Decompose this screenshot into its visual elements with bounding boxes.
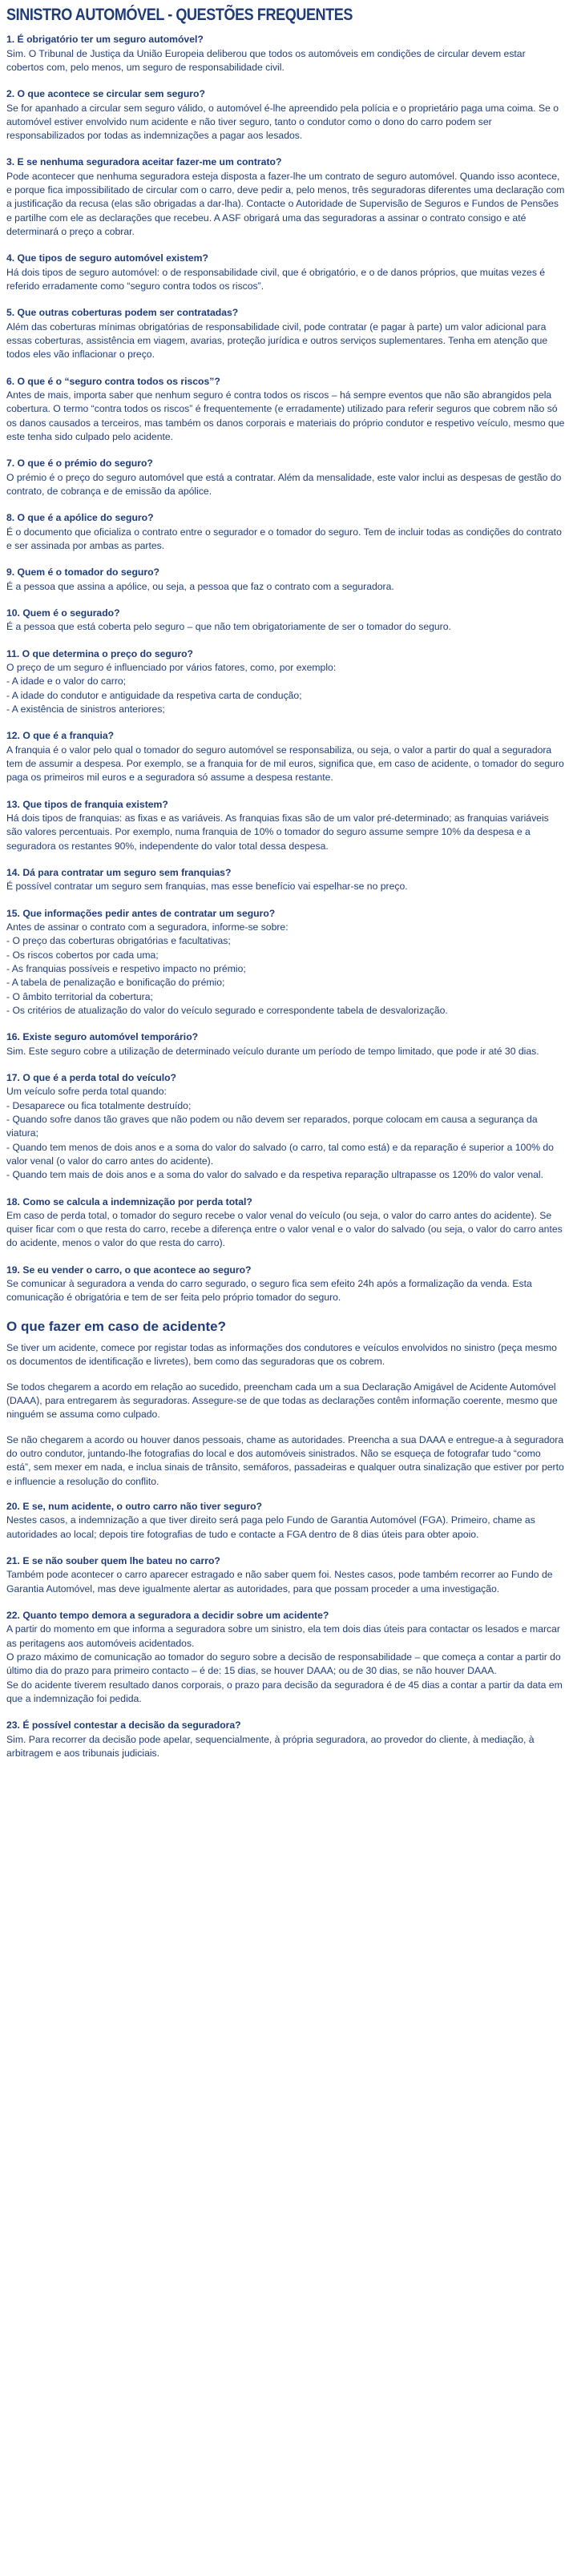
faq-answer [6,170,565,240]
faq-item [6,33,565,75]
faq-question: 3. E se nenhuma seguradora aceitar fazer-me um contrato? [6,156,282,168]
faq-question: 9. Quem é o tomador do seguro? [6,566,159,578]
faq-answer-line: - Quando tem menos de dois anos e a soma do valor do salvado (o carro, tal como está) e da reparação é superior a 100% do valor venal (o valor do carro antes do acidente). [6,1141,554,1167]
faq-answer-line: - A tabela de penalização e bonificação do prémio; [6,977,225,989]
faq-item [6,1500,565,1542]
faq-item [6,1609,565,1706]
section-body [6,1341,565,1489]
faq-answer [6,620,565,634]
faq-answer-line: É possível contratar um seguro sem franquias, mas esse benefício vai espelhar-se no preço. [6,881,408,893]
faq-answer-line: Sim. Este seguro cobre a utilização de determinado veículo durante um período de tempo limitado, que pode ir até 30 dias. [6,1045,539,1057]
faq-answer-line: O prazo máximo de comunicação ao tomador do seguro sobre a decisão de responsabilidade – que começa a contar a partir do último dia do prazo para primeiro contacto – é de: 15 dias, se houver DAAA; ou de 30 dias, se não houver DAAA. [6,1651,561,1677]
faq-question: 7. O que é o prémio do seguro? [6,458,153,470]
section-paragraph: Se tiver um acidente, comece por registar todas as informações dos condutores e veículos envolvidos no sinistro (peça mesmo os documentos de identificação e livretes), bem como das seguradoras que os cobrem. [6,1342,557,1368]
faq-question: 15. Que informações pedir antes de contratar um seguro? [6,907,276,919]
section-title: O que fazer em caso de acidente? [6,1318,226,1334]
faq-answer [6,661,565,716]
faq-question: 11. O que determina o preço do seguro? [6,647,193,659]
faq-item [6,252,565,293]
faq-answer-line: A partir do momento em que informa a seguradora sobre um sinistro, ela tem dois dias úteis para contactar os lesados e marcar as peritagens aos automóveis acidentados. [6,1623,560,1649]
faq-answer [6,921,565,1018]
faq-question: 19. Se eu vender o carro, o que acontece ao seguro? [6,1264,252,1276]
faq-question: 21. E se não souber quem lhe bateu no carro? [6,1554,220,1566]
faq-answer-line: Pode acontecer que nenhuma seguradora esteja disposta a fazer-lhe um contrato de seguro automóvel. Quando isso acontece, e porque fica impossibilitado de circular com o carro, deve pedir a, pelo menos, três seguradoras diferentes uma declaração com a justificação da recusa (elas são obrigadas a dar-lha). Contacte o Autoridade de Supervisão de Seguros e Fundos de Pensões e partilhe com ele as declarações que recebeu. A ASF obrigará uma das seguradoras a assinar o contrato consigo e até determinará o preço a cobrar. [6,170,565,238]
faq-question: 18. Como se calcula a indemnização por perda total? [6,1195,252,1207]
faq-item [6,1264,565,1305]
faq-answer [6,812,565,853]
faq-item [6,1554,565,1596]
faq-answer-line: - O âmbito territorial da cobertura; [6,990,153,1002]
faq-answer-line: O prémio é o preço do seguro automóvel que está a contratar. Além da mensalidade, este valor inclui as despesas de gestão do contrato, de cobrança e de emissão da apólice. [6,471,562,498]
faq-answer [6,1514,565,1542]
faq-item [6,306,565,361]
faq-item [6,155,565,239]
faq-question: 23. É possível contestar a decisão da seguradora? [6,1719,241,1731]
faq-answer-line: - A existência de sinistros anteriores; [6,703,165,715]
faq-answer-line: - Os riscos cobertos por cada uma; [6,949,159,961]
faq-item [6,647,565,717]
faq-question: 20. E se, num acidente, o outro carro não tiver seguro? [6,1501,262,1512]
faq-answer-line: Além das coberturas mínimas obrigatórias de responsabilidade civil, pode contratar (e pagar à parte) um valor adicional para essas coberturas, assistência em viagem, avarias, proteção jurídica e outros serviços suplementares. Tenha em atenção que todos eles vão inflacionar o preço. [6,320,548,361]
faq-question: 16. Existe seguro automóvel temporário? [6,1031,199,1043]
faq-answer-line: - Quando sofre danos tão graves que não podem ou não devem ser reparados, porque colocam em causa a segurança da viatura; [6,1113,538,1139]
faq-item [6,866,565,894]
faq-item [6,511,565,553]
faq-question: 5. Que outras coberturas podem ser contratadas? [6,307,239,319]
faq-answer-line: Antes de assinar o contrato com a seguradora, informe-se sobre: [6,921,289,933]
faq-answer-line: - A idade do condutor e antiguidade da respetiva carta de condução; [6,689,302,701]
faq-answer-line: - Os critérios de atualização do valor do veículo segurado e correspondente tabela de desvalorização. [6,1004,448,1016]
faq-question: 2. O que acontece se circular sem seguro? [6,88,205,100]
faq-list [6,33,565,1305]
faq-question: 14. Dá para contratar um seguro sem franquias? [6,866,232,878]
faq-answer-line: A franquia é o valor pelo qual o tomador do seguro automóvel se responsabiliza, ou seja, o valor a partir do qual a seguradora tem de assumir a despesa. Por exemplo, se a franquia for de mil euros, significa que, em caso de acidente, o tomador do seguro paga os primeiros mil euros e a seguradora só assume a despesa restante. [6,744,564,784]
section-paragraph: Se todos chegarem a acordo em relação ao sucedido, preencham cada um a sua Declaração Amigável de Acidente Automóvel (DAAA), para entregarem às seguradoras. Assegure-se de que todas as declarações contêm informação coerente, mesmo que ninguém se assuma como culpado. [6,1381,558,1421]
faq-answer-line: Se do acidente tiverem resultado danos corporais, o prazo para decisão da seguradora é de 45 dias a contar a partir da data em que a indemnização foi pedida. [6,1679,563,1704]
faq-answer-line: Há dois tipos de seguro automóvel: o de responsabilidade civil, que é obrigatório, e o de danos próprios, que muitas vezes é referido erradamente como “seguro contra todos os riscos”. [6,266,546,292]
faq-question: 22. Quanto tempo demora a seguradora a decidir sobre um acidente? [6,1609,329,1621]
faq-answer [6,389,565,444]
faq-answer [6,266,565,294]
faq-answer-line: É a pessoa que está coberta pelo seguro – que não tem obrigatoriamente de ser o tomador do seguro. [6,621,451,633]
faq-question: 13. Que tipos de franquia existem? [6,798,168,810]
faq-answer [6,102,565,143]
faq-item [6,798,565,853]
faq-item [6,1030,565,1058]
faq-answer-line: - A idade e o valor do carro; [6,675,127,687]
faq-answer [6,1209,565,1251]
faq-answer-line: - O preço das coberturas obrigatórias e facultativas; [6,935,231,947]
faq-question: 1. É obrigatório ter um seguro automóvel? [6,34,204,46]
section-paragraph: Se não chegarem a acordo ou houver danos pessoais, chame as autoridades. Preencha a sua DAAA e entregue-a à seguradora do outro condutor, juntando-lhe fotografias do local e dos automóveis sinistrados. Não se esqueça de fotografar tudo “como está”, sem mexer em nada, e inclua sinais de trânsito, semáforos, passadeiras e qualquer outra sinalização que estiver por perto e influencie a resolução do conflito. [6,1433,564,1487]
faq-item [6,907,565,1018]
faq-item [6,566,565,594]
faq-answer-line: Também pode acontecer o carro aparecer estragado e não saber quem foi. Nestes casos, pode também recorrer ao Fundo de Garantia Automóvel, mas deve igualmente alertar as autoridades, para que possam proceder a uma investigação. [6,1569,553,1594]
accident-section [6,1318,565,1489]
faq-answer [6,1623,565,1706]
faq-answer-line: Nestes casos, a indemnização a que tiver direito será paga pelo Fundo de Garantia Automóvel (FGA). Primeiro, chame as autoridades ao local; depois tire fotografias de tudo e contacte a FGA dentro de 8 dias úteis para obter apoio. [6,1514,535,1540]
faq-answer-line: Sim. Para recorrer da decisão pode apelar, sequencialmente, à própria seguradora, ao provedor do cliente, à mediação, à arbitragem e aos tribunais judiciais. [6,1733,535,1759]
faq-answer [6,1568,565,1596]
faq-answer-line: Um veículo sofre perda total quando: [6,1086,167,1098]
faq-item [6,1195,565,1251]
faq-answer-line: Sim. O Tribunal de Justiça da União Europeia deliberou que todos os automóveis em condições de circular devem estar cobertos com, pelo menos, um seguro de responsabilidade civil. [6,47,526,73]
faq-answer-line: É a pessoa que assina a apólice, ou seja, a pessoa que faz o contrato com a seguradora. [6,580,394,592]
faq-answer-line: Há dois tipos de franquias: as fixas e as variáveis. As franquias fixas são de um valor pré-determinado; as franquias variáveis são valores percentuais. Por exemplo, numa franquia de 10% o tomador do seguro assume sempre 10% da despesa e a seguradora os restantes 90%, independente do valor total dessa despesa. [6,812,549,852]
faq-answer [6,320,565,362]
faq-answer [6,526,565,554]
faq-answer-line: - Quando tem mais de dois anos e a soma do valor do salvado e da respetiva reparação ultrapasse os 120% do valor venal. [6,1169,544,1181]
faq-item [6,457,565,498]
faq-answer-line: - As franquias possíveis e respetivo impacto no prémio; [6,962,246,974]
faq-item [6,607,565,635]
faq-answer [6,1277,565,1305]
faq-answer-line: Se comunicar à seguradora a venda do carro segurado, o seguro fica sem efeito 24h após a formalização da venda. Esta comunicação é obrigatória e tem de ser feita pelo próprio tomador do seguro. [6,1278,532,1304]
faq-answer [6,744,565,785]
faq-answer [6,47,565,75]
faq-answer [6,1085,565,1182]
faq-question: 12. O que é a franquia? [6,730,115,742]
faq-list [6,1500,565,1760]
faq-answer-line: Antes de mais, importa saber que nenhum seguro é contra todos os riscos – há sempre eventos que não são abrangidos pela cobertura. O termo “contra todos os riscos” é frequentemente (e erradamente) utilizado para referir seguros que cobrem não só os danos causados a terceiros, mas também os danos corporais e materiais do próprio condutor e respetivo veículo, mesmo que este tenha sido culpado pelo acidente. [6,389,565,443]
faq-answer [6,471,565,499]
faq-answer-line: - Desaparece ou fica totalmente destruído; [6,1099,192,1111]
faq-item [6,1719,565,1760]
page-title: SINISTRO AUTOMÓVEL - QUESTÕES FREQUENTES [6,6,353,24]
faq-answer-line: Se for apanhado a circular sem seguro válido, o automóvel é-lhe apreendido pela polícia e o proprietário paga uma coima. Se o automóvel estiver envolvido num acidente e não tiver seguro, tanto o condutor como o dono do carro podem ser responsabilizados por todas as indemnizações a pagar aos lesados. [6,102,559,142]
faq-item [6,1071,565,1183]
faq-answer [6,880,565,893]
faq-item [6,375,565,445]
faq-answer [6,1733,565,1761]
faq-answer [6,1045,565,1058]
faq-item [6,729,565,784]
faq-answer-line: Em caso de perda total, o tomador do seguro recebe o valor venal do veículo (ou seja, o valor do carro antes do acidente). Se quiser ficar com o que resta do carro, recebe a diferença entre o valor venal e o valor do salvado (ou seja, o valor do carro antes do acidente, menos o valor do que resta do carro). [6,1209,563,1249]
faq-question: 4. Que tipos de seguro automóvel existem? [6,252,208,264]
faq-item [6,87,565,143]
faq-question: 6. O que é o “seguro contra todos os riscos”? [6,375,220,387]
faq-question: 8. O que é a apólice do seguro? [6,512,154,524]
faq-answer-line: O preço de um seguro é influenciado por vários fatores, como, por exemplo: [6,662,337,673]
faq-question: 10. Quem é o segurado? [6,607,120,619]
faq-question: 17. O que é a perda total do veículo? [6,1071,176,1083]
faq-answer-line: É o documento que oficializa o contrato entre o segurador e o tomador do seguro. Tem de incluir todas as condições do contrato e ser assinada por ambas as partes. [6,526,562,552]
faq-answer [6,580,565,594]
